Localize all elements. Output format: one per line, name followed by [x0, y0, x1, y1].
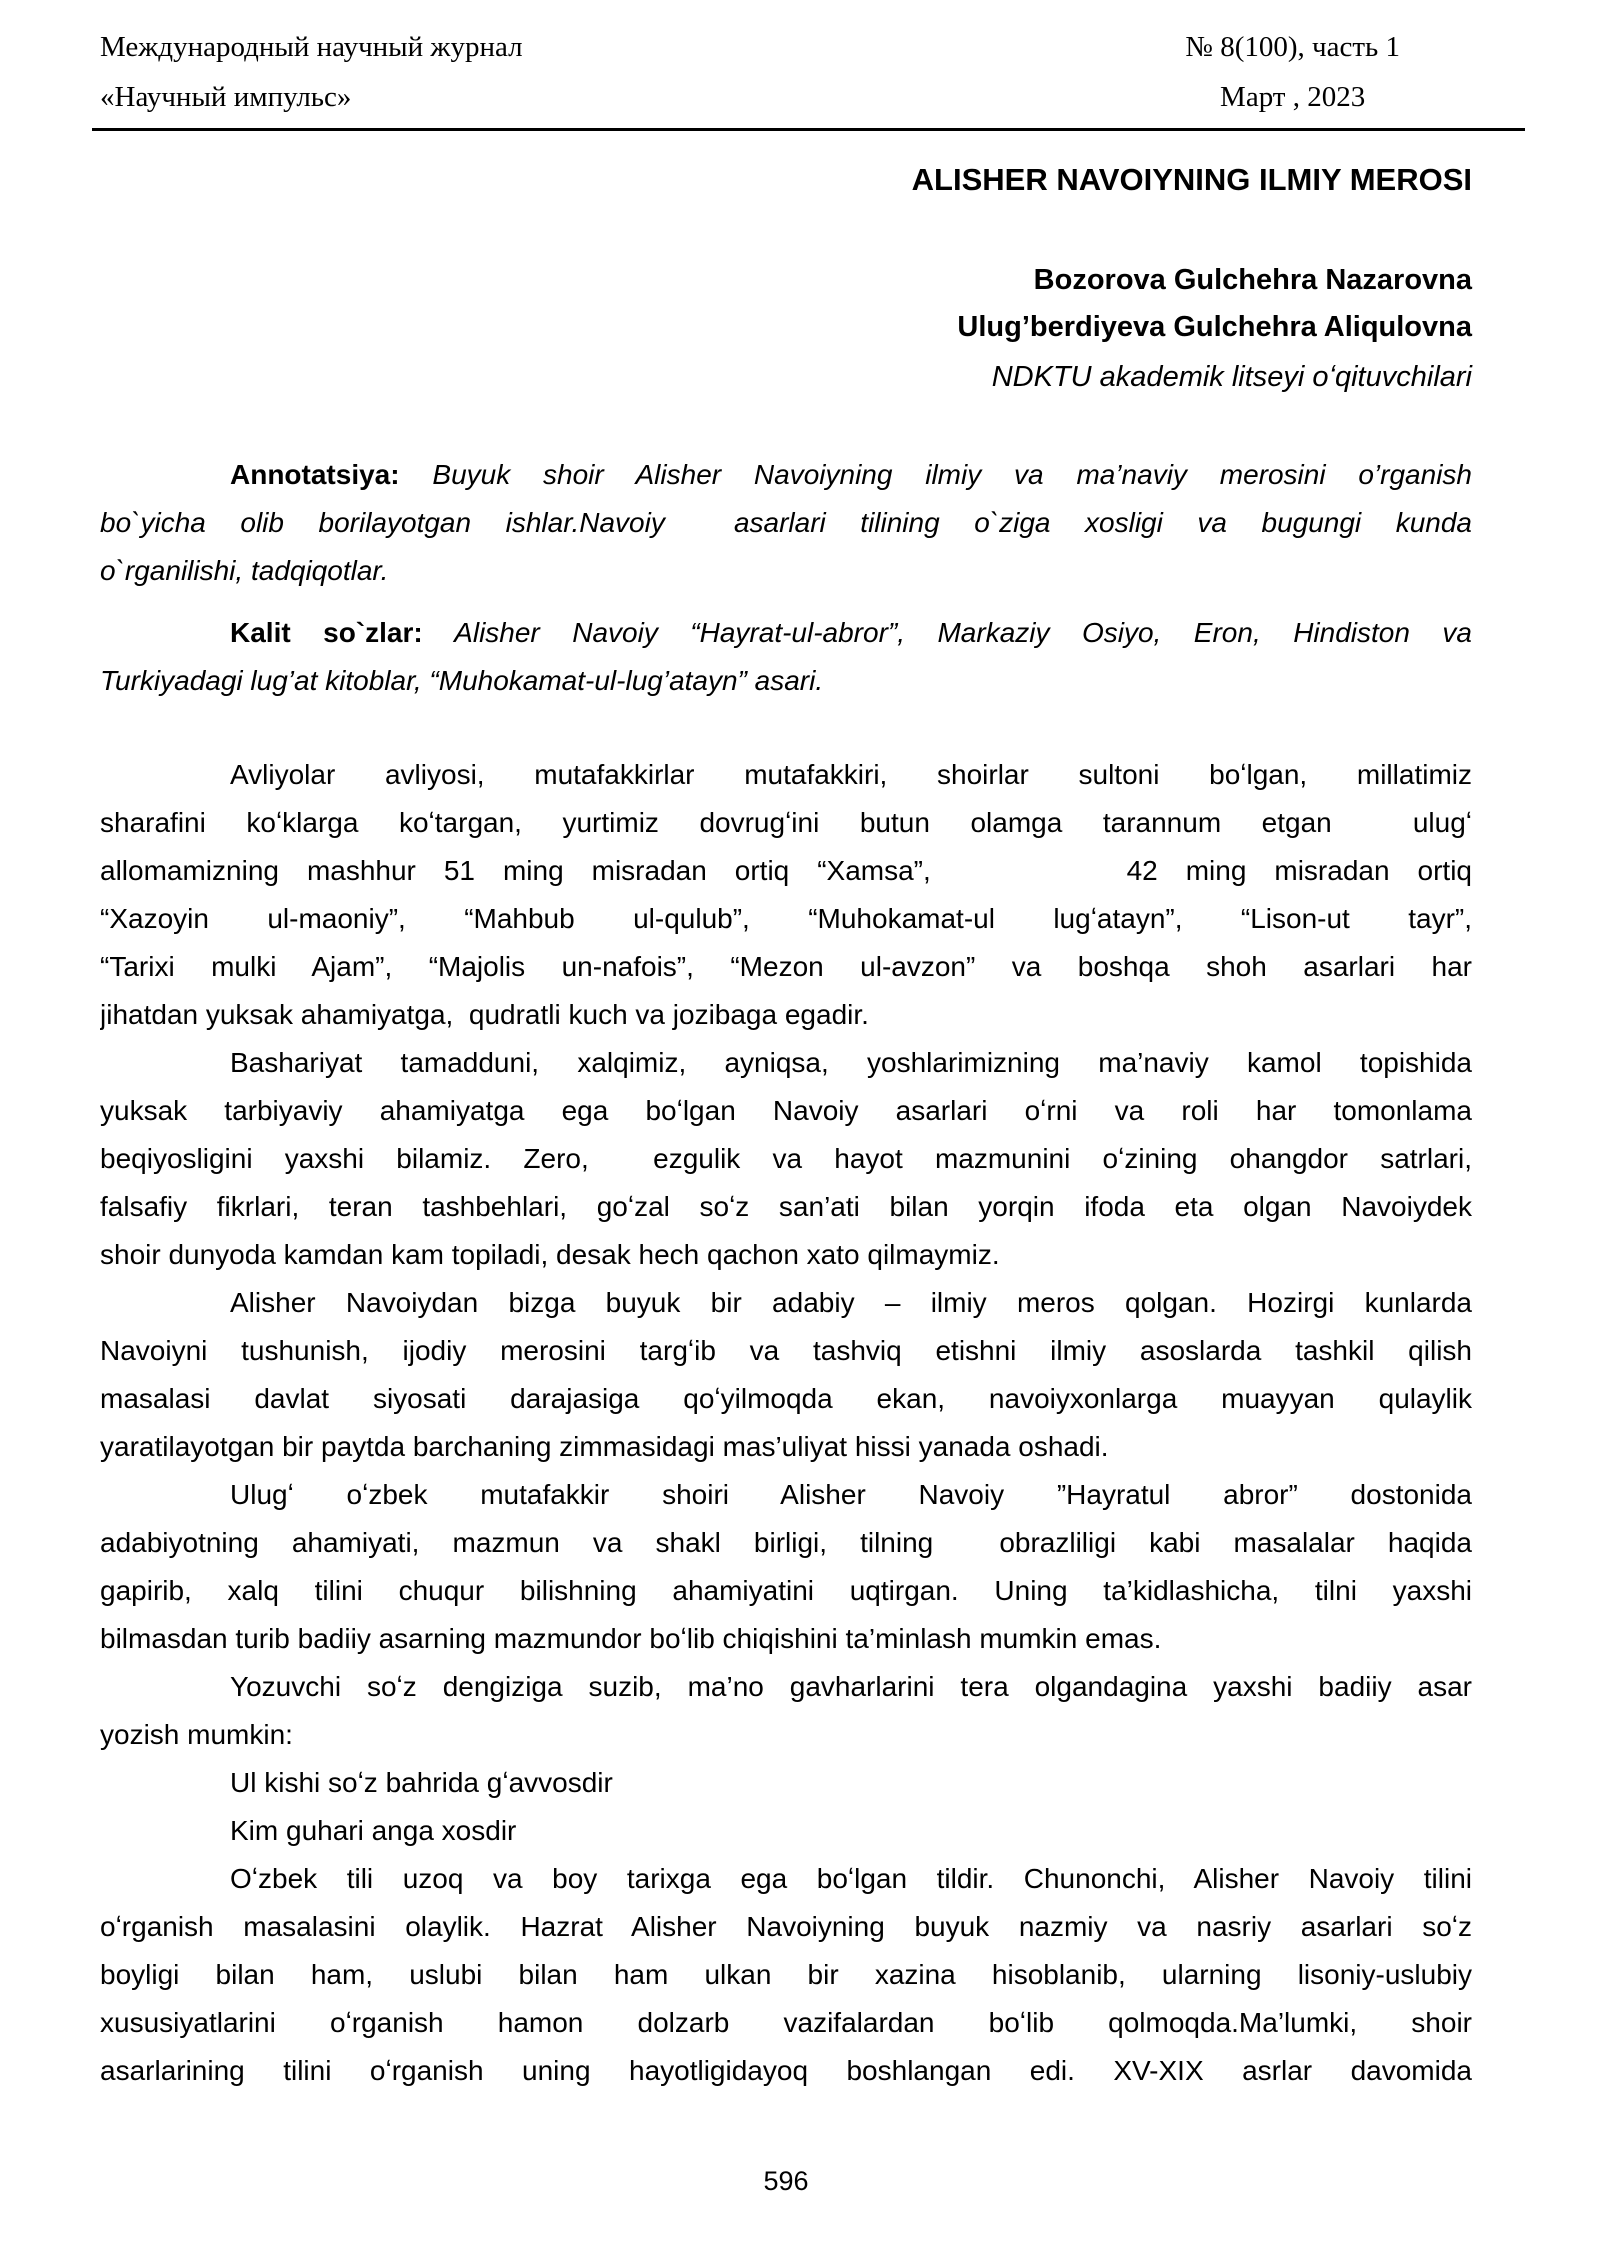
- body-paragraph-1-line-1: Avliyolar avliyosi, mutafakkirlar mutafakkiri, shoirlar sultoni boʻlgan, millatimiz: [230, 759, 1472, 790]
- author-name-1: Bozorova Gulchehra Nazarovna: [1033, 264, 1472, 296]
- journal-name-line2: «Научный импульс»: [100, 81, 352, 113]
- abstract-paragraph: [100, 451, 1472, 595]
- author-name-2: Ulug’berdiyeva Gulchehra Aliqulovna: [957, 311, 1472, 343]
- affiliation: NDKTU akademik litseyi oʻqituvchilari: [991, 361, 1472, 393]
- body-paragraph-5-line-2: yozish mumkin:: [100, 1719, 293, 1750]
- body-paragraph-4-line-4: bilmasdan turib badiiy asarning mazmundor boʻlib chiqishini ta’minlash mumkin emas.: [100, 1623, 1162, 1654]
- abstract-line-1: Annotatsiya: Buyuk shoir Alisher Navoiyning ilmiy va ma’naviy merosini o’rganish: [230, 459, 1472, 490]
- keywords-line-2: Turkiyadagi lug’at kitoblar, “Muhokamat-ul-lug’atayn” asari.: [100, 665, 824, 696]
- body-paragraph-6-line-1: Oʻzbek tili uzoq va boy tarixga ega boʻlgan tildir. Chunonchi, Alisher Navoiy tilini: [230, 1863, 1472, 1894]
- body-paragraph-2-line-4: falsafiy fikrlari, teran tashbehlari, goʻzal soʻz san’ati bilan yorqin ifoda eta olgan Navoiydek: [100, 1191, 1472, 1222]
- body-paragraph-1-line-2: sharafini koʻklarga koʻtargan, yurtimiz dovrugʻini butun olamga tarannum etgan ulugʻ: [100, 807, 1472, 838]
- body-paragraph-4-line-1: Ulugʻ oʻzbek mutafakkir shoiri Alisher Navoiy ”Hayratul abror” dostonida: [230, 1479, 1472, 1510]
- body-paragraph-3-line-2: Navoiyni tushunish, ijodiy merosini targʻib va tashviq etishni ilmiy asoslarda tashkil qilish: [100, 1335, 1472, 1366]
- body-paragraph-1: [100, 751, 1472, 1039]
- body-paragraph-4-line-3: gapirib, xalq tilini chuqur bilishning ahamiyatini uqtirgan. Uning ta’kidlashicha, tilni yaxshi: [100, 1575, 1472, 1606]
- body-paragraph-4: [100, 1471, 1472, 1663]
- keywords-line-1: Kalit so`zlar: Alisher Navoiy “Hayrat-ul-abror”, Markaziy Osiyo, Eron, Hindiston va: [230, 617, 1472, 648]
- body-paragraph-6: [100, 1855, 1472, 2095]
- page-header: [0, 0, 1600, 122]
- body-paragraph-2: [100, 1039, 1472, 1279]
- body-paragraph-3-line-4: yaratilayotgan bir paytda barchaning zimmasidagi mas’uliyat hissi yanada oshadi.: [100, 1431, 1109, 1462]
- body-paragraph-6-line-2: oʻrganish masalasini olaylik. Hazrat Alisher Navoiyning buyuk nazmiy va nasriy asarlari soʻz: [100, 1911, 1472, 1942]
- page-number: 596: [763, 2166, 809, 2196]
- abstract-line-2: bo`yicha olib borilayotgan ishlar.Navoiy asarlari tilining o`ziga xosligi va bugungi kunda: [100, 507, 1472, 538]
- verse-line-1: Ul kishi soʻz bahrida gʻavvosdir: [230, 1767, 613, 1798]
- body-paragraph-5: [100, 1663, 1472, 1759]
- keywords-label: Kalit so`zlar:: [230, 617, 423, 648]
- body-paragraph-1-line-5: “Tarixi mulki Ajam”, “Majolis un-nafois”, “Mezon ul-avzon” va boshqa shoh asarlari har: [100, 951, 1472, 982]
- body-paragraph-6-line-4: xususiyatlarini oʻrganish hamon dolzarb vazifalardan boʻlib qolmoqda.Ma’lumki, shoir: [100, 2007, 1472, 2038]
- abstract-label: Annotatsiya:: [230, 459, 400, 490]
- article-title: ALISHER NAVOIYNING ILMIY MEROSI: [911, 162, 1472, 197]
- body-paragraph-2-line-5: shoir dunyoda kamdan kam topiladi, desak hech qachon xato qilmaymiz.: [100, 1239, 1000, 1270]
- body-paragraph-1-line-6: jihatdan yuksak ahamiyatga, qudratli kuch va jozibaga egadir.: [100, 999, 869, 1030]
- journal-name-block: [100, 22, 523, 122]
- body-paragraph-3-line-1: Alisher Navoiydan bizga buyuk bir adabiy – ilmiy meros qolgan. Hozirgi kunlarda: [230, 1287, 1472, 1318]
- body-paragraph-3: [100, 1279, 1472, 1471]
- authors-block: [100, 257, 1472, 351]
- body-paragraph-1-line-4: “Xazoyin ul-maoniy”, “Mahbub ul-qulub”, “Muhokamat-ul lugʻatayn”, “Lison-ut tayr”,: [100, 903, 1472, 934]
- issue-number: № 8(100), часть 1: [1185, 31, 1400, 63]
- body-paragraph-6-line-5: asarlarining tilini oʻrganish uning hayotligidayoq boshlangan edi. XV-XIX asrlar davomida: [100, 2055, 1472, 2086]
- issue-date: Март , 2023: [1220, 81, 1366, 113]
- body-paragraph-1-line-3: allomamizning mashhur 51 ming misradan ortiq “Xamsa”, 42 ming misradan ortiq: [100, 855, 1472, 886]
- body-paragraph-5-line-1: Yozuvchi soʻz dengiziga suzib, ma’no gavharlarini tera olgandagina yaxshi badiiy asar: [230, 1671, 1472, 1702]
- body-paragraph-4-line-2: adabiyotning ahamiyati, mazmun va shakl birligi, tilning obrazliligi kabi masalalar haqida: [100, 1527, 1472, 1558]
- journal-name-line1: Международный научный журнал: [100, 31, 523, 63]
- body-paragraph-2-line-1: Bashariyat tamadduni, xalqimiz, ayniqsa, yoshlarimizning ma’naviy kamol topishida: [230, 1047, 1472, 1078]
- body-paragraph-2-line-2: yuksak tarbiyaviy ahamiyatga ega boʻlgan Navoiy asarlari oʻrni va roli har tomonlama: [100, 1095, 1472, 1126]
- body-paragraph-6-line-3: boyligi bilan ham, uslubi bilan ham ulkan bir xazina hisoblanib, ularning lisoniy-uslubiy: [100, 1959, 1472, 1990]
- abstract-line-3: o`rganilishi, tadqiqotlar.: [100, 555, 389, 586]
- body-paragraph-3-line-3: masalasi davlat siyosati darajasiga qoʻyilmoqda ekan, navoiyxonlarga muayyan qulaylik: [100, 1383, 1472, 1414]
- verse: [100, 1759, 1472, 1855]
- article-body: [100, 751, 1472, 2095]
- verse-line-2: Kim guhari anga xosdir: [230, 1815, 517, 1846]
- article-content: [100, 161, 1472, 2201]
- keywords-paragraph: [100, 609, 1472, 705]
- header-divider: [92, 128, 1525, 131]
- issue-info-block: [1185, 22, 1400, 122]
- body-paragraph-2-line-3: beqiyosligini yaxshi bilamiz. Zero, ezgulik va hayot mazmunini oʻzining ohangdor satrlari,: [100, 1143, 1472, 1174]
